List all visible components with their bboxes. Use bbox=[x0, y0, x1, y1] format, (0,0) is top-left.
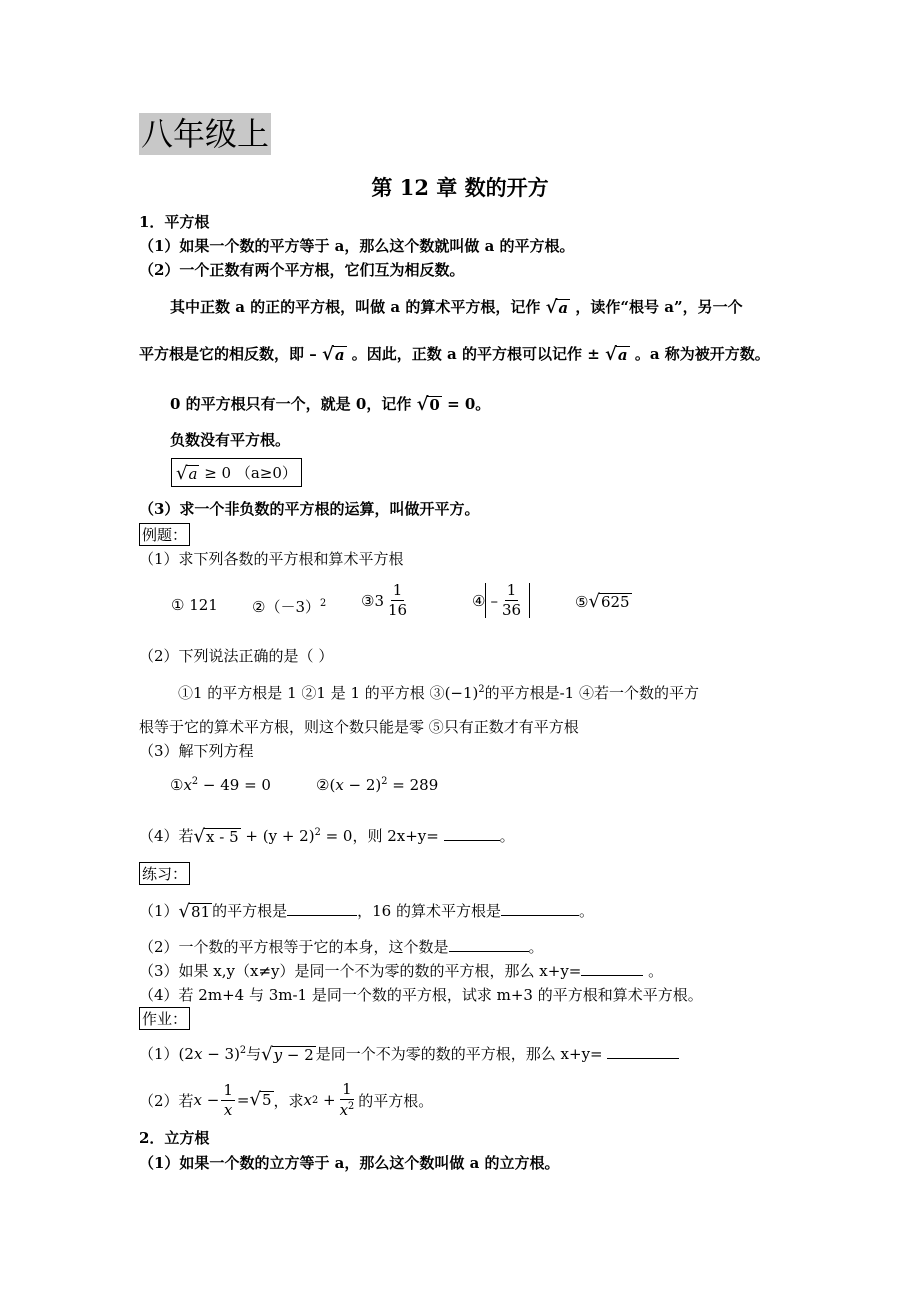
neg-root-text-c: 。a 称为被开方数。 bbox=[634, 345, 770, 363]
neg-root-text-a: 平方根是它的相反数，即 bbox=[139, 345, 305, 363]
example-q4 bbox=[139, 825, 515, 846]
item-3-text: ③3 bbox=[361, 591, 384, 610]
hq2-text-b: ，求 bbox=[273, 1091, 304, 1110]
q2-line1-text-a: ①1 的平方根是 1 ②1 是 1 的平方根 ③ bbox=[178, 684, 445, 702]
pq1-text-c: ，16 的算术平方根是 bbox=[357, 902, 501, 920]
homework-label: 作业： bbox=[139, 1007, 190, 1030]
sqrt-81-formula: √ 81 bbox=[178, 901, 211, 922]
practice-label: 练习： bbox=[139, 862, 190, 885]
item-2-text: ②（－3） bbox=[252, 598, 320, 616]
equation-2: ②(x − 2)$^2$ = 289 bbox=[316, 776, 439, 794]
pq1-text-b: 的平方根是 bbox=[212, 902, 288, 920]
neg-root-text-b: 。因此，正数 a 的平方根可以记作 bbox=[351, 345, 582, 363]
example-q3: （3）解下列方程 bbox=[139, 742, 254, 760]
example-q1: （1）求下列各数的平方根和算术平方根 bbox=[139, 550, 404, 568]
practice-q1 bbox=[139, 900, 594, 921]
q4-text-a: （4）若 bbox=[139, 827, 194, 845]
nonnegative-property-box: √ a ≥ 0 （a≥0） bbox=[171, 458, 302, 487]
answer-blank[interactable] bbox=[581, 974, 643, 976]
negative-root-line bbox=[139, 343, 770, 364]
hq1-text-c: 是同一个不为零的数的平方根，那么 x+y= bbox=[315, 1045, 603, 1063]
example-q1-item-5: ⑤ √ 625 bbox=[575, 591, 630, 612]
hq2-formula-1: x − $\frac{1}{x}$ = √ 5 bbox=[193, 1080, 272, 1119]
section-2-title: 2．立方根 bbox=[139, 1129, 210, 1147]
item-4-text: ④ bbox=[472, 591, 486, 610]
example-q1-item-2: $②(-3)^2$ bbox=[252, 598, 327, 616]
extraction-definition: （3）求一个非负数的平方根的运算，叫做开平方。 bbox=[139, 500, 480, 518]
example-label: 例题： bbox=[139, 523, 190, 546]
hq2-formula-2: x 2 + $\frac{1}{x^2}$ bbox=[303, 1080, 355, 1119]
q4-formula: √ x - 5 + $(y + 2)^2 = 0$ bbox=[193, 826, 353, 847]
grade-title: 八年级上 bbox=[141, 115, 270, 153]
q2-line1-text-b: 的平方根是-1 ④若一个数的平方 bbox=[484, 684, 699, 702]
pq2-end: 。 bbox=[528, 938, 544, 956]
pq3-end: 。 bbox=[648, 962, 664, 980]
zero-root-line bbox=[170, 393, 490, 414]
hq2-text-a: （2）若 bbox=[139, 1091, 194, 1110]
answer-blank[interactable] bbox=[449, 950, 529, 952]
sqrt-zero-formula: √ 0 = 0 bbox=[416, 394, 476, 415]
hq1-formula-1: $(2x - 3)^2$ bbox=[178, 1045, 247, 1063]
practice-q3 bbox=[139, 960, 663, 981]
neg-one-squared-formula: $(-1)^2$ bbox=[444, 684, 485, 702]
pq2-text: （2）一个数的平方根等于它的本身，这个数是 bbox=[139, 938, 449, 956]
q4-text-b: ，则 2x+y= bbox=[352, 827, 439, 845]
zero-root-end: 。 bbox=[475, 395, 491, 413]
q4-text-c: 。 bbox=[499, 827, 515, 845]
example-q2-line-2: 根等于它的算术平方根，则这个数只能是零 ⑤只有正数才有平方根 bbox=[139, 718, 579, 736]
pm-sqrt-a-formula: ± √ a bbox=[587, 344, 628, 365]
zero-root-text: 0 的平方根只有一个，就是 0，记作 bbox=[170, 395, 412, 413]
answer-blank[interactable] bbox=[607, 1057, 679, 1059]
hq1-text-a: （1） bbox=[139, 1045, 179, 1063]
example-q1-item-3: ③3 $\frac{1}{16}$ bbox=[361, 581, 408, 619]
arith-root-text-a: 其中正数 a 的正的平方根，叫做 a 的算术平方根，记作 bbox=[170, 298, 541, 316]
definition-cube-root: （1）如果一个数的立方等于 a，那么这个数叫做 a 的立方根。 bbox=[139, 1154, 560, 1172]
definition-square-root: （1）如果一个数的平方等于 a，那么这个数就叫做 a 的平方根。 bbox=[139, 237, 575, 255]
homework-q1 bbox=[139, 1043, 679, 1064]
answer-blank[interactable] bbox=[287, 914, 357, 916]
negative-no-root: 负数没有平方根。 bbox=[170, 431, 291, 449]
example-q2: （2）下列说法正确的是（ ） bbox=[139, 647, 334, 665]
answer-blank[interactable] bbox=[501, 914, 579, 916]
hq1-formula-2: √ y − 2 bbox=[261, 1044, 314, 1065]
hq1-text-b: 与 bbox=[246, 1045, 262, 1063]
example-q1-item-4: ④ – $\frac{1}{36}$ bbox=[472, 583, 530, 618]
hq2-text-c: 的平方根。 bbox=[358, 1091, 434, 1110]
pq1-text-a: （1） bbox=[139, 902, 179, 920]
practice-q4: （4）若 2m+4 与 3m-1 是同一个数的平方根，试求 m+3 的平方根和算术平方根。 bbox=[139, 986, 703, 1004]
boxed-condition: （a≥0） bbox=[235, 464, 297, 482]
homework-q2 bbox=[139, 1082, 433, 1118]
example-q1-item-1: ① 121 bbox=[171, 596, 218, 614]
neg-sqrt-a-formula: – √ a bbox=[309, 344, 345, 365]
pq1-text-d: 。 bbox=[579, 902, 595, 920]
item-5-text: ⑤ bbox=[575, 593, 589, 611]
sqrt-a-formula: √ a bbox=[545, 297, 569, 318]
arithmetic-root-line bbox=[170, 296, 743, 317]
positive-two-roots: （2）一个正数有两个平方根，它们互为相反数。 bbox=[139, 261, 465, 279]
arith-root-text-b: ，读作“根号 a”，另一个 bbox=[575, 298, 743, 316]
practice-q2 bbox=[139, 936, 544, 957]
chapter-title: 第 12 章 数的开方 bbox=[371, 175, 549, 200]
example-q2-line-1 bbox=[178, 682, 699, 703]
section-1-title: 1．平方根 bbox=[139, 213, 210, 231]
pq3-text: （3）如果 x,y（x≠y）是同一个不为零的数的平方根，那么 x+y= bbox=[139, 962, 582, 980]
equation-1: $①x^2 - 49 = 0$ bbox=[170, 776, 271, 794]
answer-blank[interactable] bbox=[444, 839, 500, 841]
